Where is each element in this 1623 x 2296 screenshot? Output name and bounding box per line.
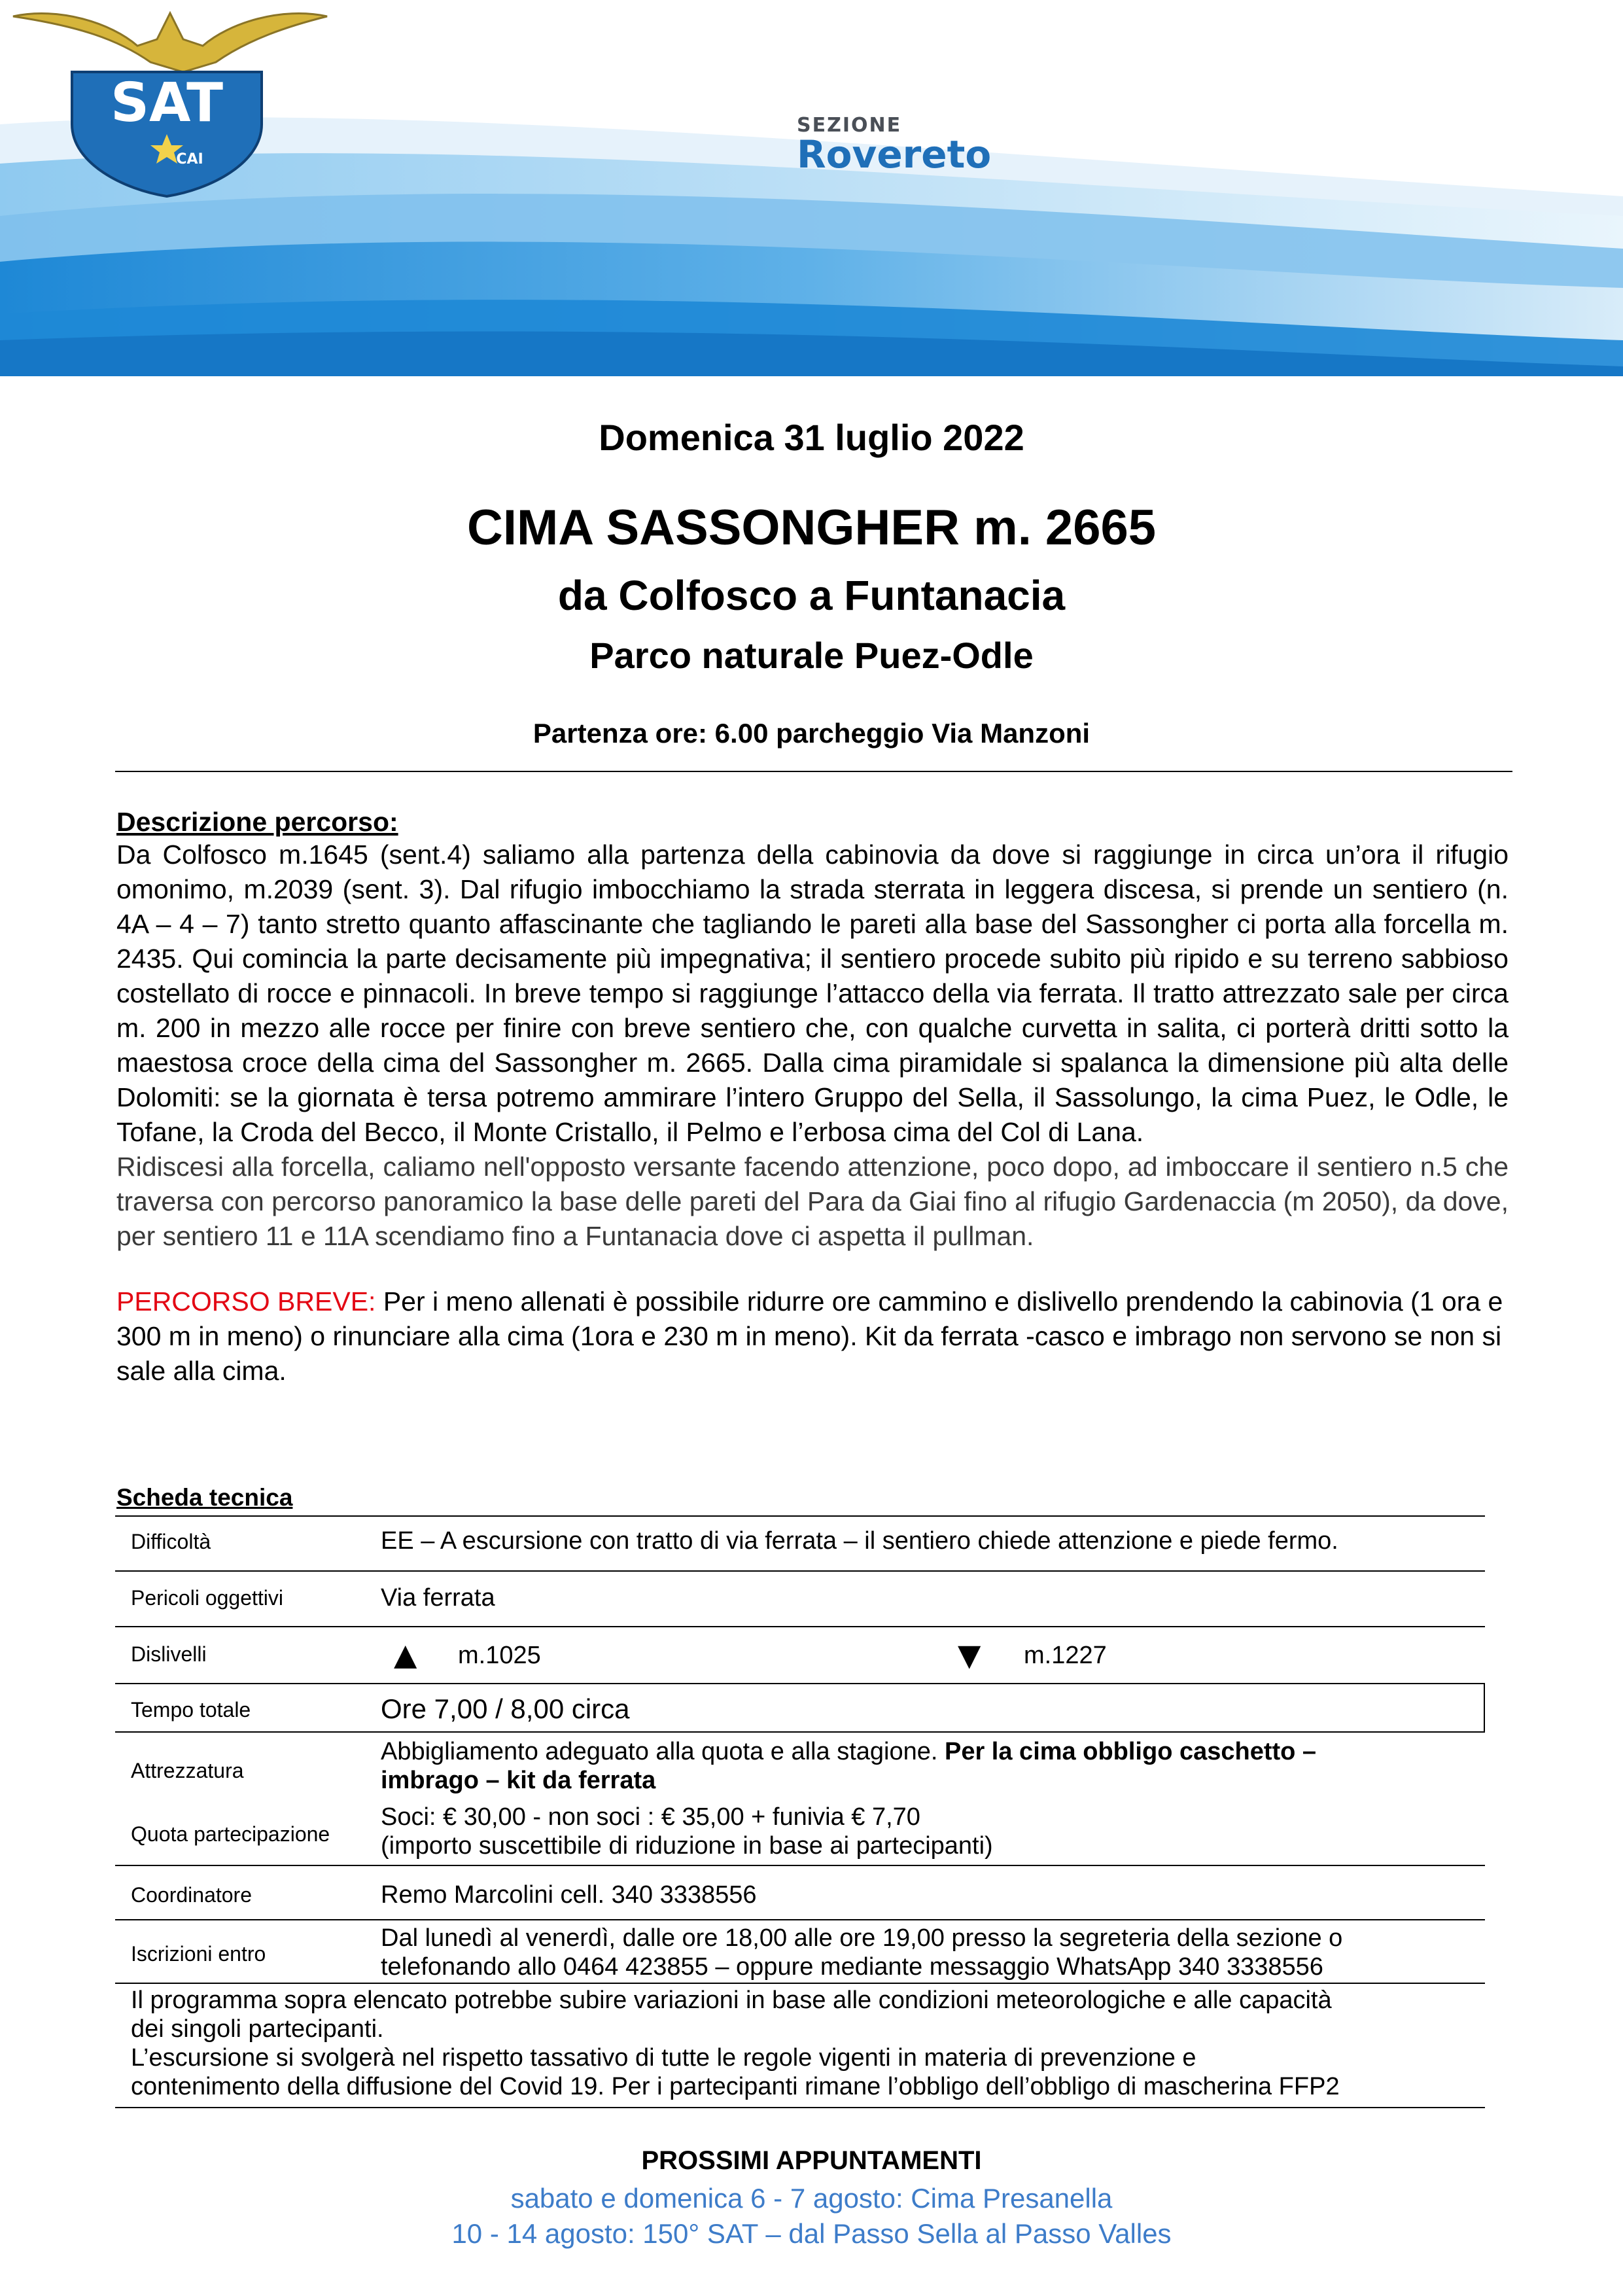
value-coordinatore: Remo Marcolini cell. 340 3338556: [381, 1881, 757, 1909]
next-event-1: sabato e domenica 6 - 7 agosto: Cima Presanella: [510, 2183, 1113, 2214]
label-attrezzatura: Attrezzatura: [131, 1759, 244, 1782]
label-iscrizioni: Iscrizioni entro: [131, 1942, 266, 1966]
label-difficolta: Difficoltà: [131, 1530, 211, 1553]
departure-info: Partenza ore: 6.00 parcheggio Via Manzoni: [532, 718, 1091, 749]
value-descent: m.1227: [1024, 1642, 1107, 1669]
event-date: Domenica 31 luglio 2022: [599, 417, 1024, 458]
next-events-title: PROSSIMI APPUNTAMENTI: [641, 2146, 982, 2175]
short-route-text: Per i meno allenati è possibile ridurre ore cammino e dislivello prendendo la cabinovia (1 ora e 300 m in meno) o rinunciare alla cima (1ora e 230 m in meno). Kit da ferrata -casco e imbrago non servono se non si sale alla cima.: [116, 1286, 1503, 1386]
value-difficolta: EE – A escursione con tratto di via ferrata – il sentiero chiede attenzione e piede fermo.: [381, 1527, 1338, 1555]
value-ascent: m.1025: [458, 1642, 541, 1669]
value-iscrizioni: Dal lunedì al venerdì, dalle ore 18,00 alle ore 19,00 presso la segreteria della sezione o telefonando allo 0464 423855 – oppure mediante messaggio WhatsApp 340 3338556: [381, 1924, 1343, 1981]
svg-text:SAT: SAT: [110, 72, 224, 134]
description-paragraph-1: Da Colfosco m.1645 (sent.4) saliamo alla partenza della cabinovia da dove si raggiunge in circa un’ora il rifugio omonimo, m.2039 (sent. 3). Dal rifugio imbocchiamo la strada sterrata in leggera discesa, si prende un sentiero (n. 4A – 4 – 7) tanto stretto quanto affascinante che tagliando le pareti alla base del Sassongher ci porta alla forcella m. 2435. Qui comincia la parte decisamente più impegnativa; il sentiero procede subito più ripido e su terreno sabbioso costellato di rocce e pinnacoli. In breve tempo si raggiunge l’attacco della via ferrata. Il tratto attrezzato sale per circa m. 200 in mezzo alle rocce per finire con breve sentiero che, con qualche curvetta in salita, ci porterà dritti sotto la maestosa croce della cima del Sassongher m. 2665. Dalla cima piramidale si spalanca la dimensione più alta delle Dolomiti: se la giornata è tersa potremo ammirare l’intero Gruppo del Sella, il Sassolungo, la cima Puez, le Odle, le Tofane, la Croda del Becco, il Monte Cristallo, il Pelmo e l’erbosa cima del Col di Lana.: [116, 839, 1509, 1147]
notes-section: [131, 1986, 1492, 2101]
description-heading: Descrizione percorso:: [116, 807, 398, 837]
table-line: [115, 1515, 1485, 1517]
table-line: [115, 1919, 1485, 1920]
tempo-box: [115, 1683, 1485, 1733]
event-park: Parco naturale Puez-Odle: [589, 635, 1034, 676]
event-peak: CIMA SASSONGHER m. 2665: [466, 500, 1156, 556]
value-attrezzatura: Abbigliamento adeguato alla quota e alla stagione. Per la cima obbligo caschetto – imbrago – kit da ferrata: [381, 1738, 1317, 1794]
next-event-2: 10 - 14 agosto: 150° SAT – dal Passo Sella al Passo Valles: [451, 2218, 1172, 2249]
table-line: [115, 1983, 1485, 1984]
logo-city-name: Rovereto: [797, 132, 992, 177]
description-section: [116, 806, 1509, 1388]
title-divider: [115, 771, 1512, 772]
label-pericoli: Pericoli oggettivi: [131, 1586, 283, 1610]
table-bottom-line: [115, 2107, 1485, 2108]
label-dislivelli: Dislivelli: [131, 1642, 207, 1666]
value-tempo: Ore 7,00 / 8,00 circa: [381, 1693, 630, 1724]
event-route: da Colfosco a Funtanacia: [557, 572, 1066, 619]
eagle-icon: [13, 13, 327, 72]
description-paragraph-2: Ridiscesi alla forcella, caliamo nell'opposto versante facendo attenzione, poco dopo, ad imboccare il sentiero n.5 che traversa con percorso panoramico la base delle pareti del Para da Giai fino al rifugio Gardenaccia (m 2050), da dove, per sentiero 11 e 11A scendiamo fino a Funtanacia dove ci aspetta il pullman.: [116, 1152, 1509, 1251]
note-covid: L’escursione si svolgerà nel rispetto tassativo di tutte le regole vigenti in materia di prevenzione e contenimento della diffusione del Covid 19. Per i partecipanti rimane l’obbligo dell’obbligo di mascherina FFP2: [131, 2044, 1340, 2100]
short-route-label: PERCORSO BREVE:: [116, 1286, 376, 1316]
table-line: [115, 1865, 1485, 1866]
descent-triangle-icon: ▼: [950, 1633, 989, 1677]
label-quota: Quota partecipazione: [131, 1822, 330, 1846]
header-banner: [0, 0, 1623, 376]
value-quota: Soci: € 30,00 - non soci : € 35,00 + funivia € 7,70 (importo suscettibile di riduzione in base ai partecipanti): [381, 1803, 993, 1860]
table-line: [115, 1570, 1485, 1572]
label-tempo: Tempo totale: [131, 1698, 251, 1722]
note-weather: Il programma sopra elencato potrebbe subire variazioni in base alle condizioni meteorologiche e alle capacità dei singoli partecipanti.: [131, 1987, 1332, 2043]
value-pericoli: Via ferrata: [381, 1584, 495, 1612]
scheda-title: Scheda tecnica: [116, 1484, 293, 1511]
ascent-triangle-icon: ▲: [386, 1633, 425, 1677]
label-coordinatore: Coordinatore: [131, 1883, 252, 1907]
sat-logo: [0, 0, 366, 203]
table-line: [115, 1626, 1485, 1627]
svg-text:CAI: CAI: [176, 151, 203, 168]
logo-section-label: SEZIONE: [797, 114, 902, 137]
short-route: [116, 1284, 1509, 1388]
